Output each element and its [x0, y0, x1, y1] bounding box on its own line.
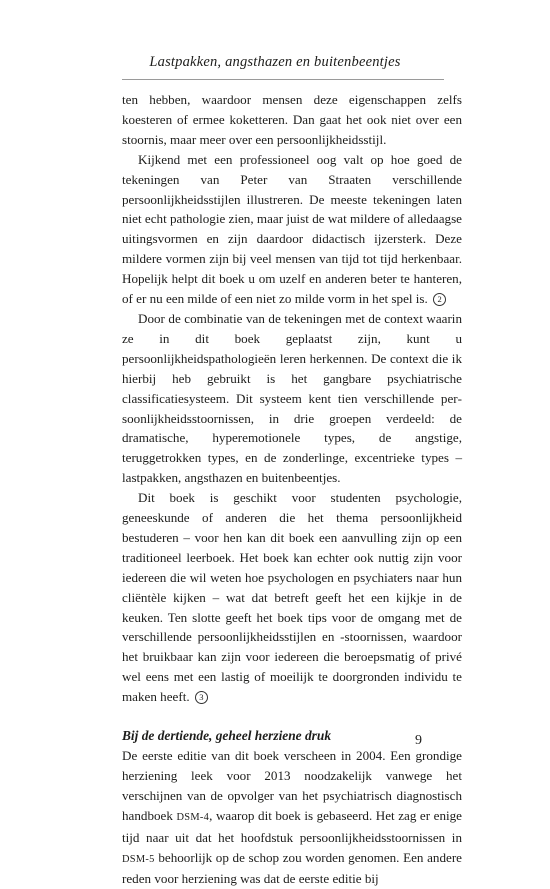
paragraph-2: Kijkend met een professioneel oog valt op hoe goed de tekeningen van Peter van Straaten verschillende persoonlijkheidsstijlen illustreren. De meeste tekeningen laten niet echt pathologie zien, maar juist de wat mildere of alledaagse uitingsvormen en zijn daardoor didactisch ijzersterk. Deze mildere vormen zijn bij veel mensen van tijd tot tijd herkenbaar. Hopelijk helpt dit boek u om uzelf en anderen beter te hanteren, of er nu een milde of een niet zo milde vorm in het spel is. 2 [122, 151, 462, 307]
paragraph-3: Door de combinatie van de tekeningen met de context waarin ze in dit boek geplaatst zijn, kunt u persoonlijkheidspathologieën leren herkennen. De context die ik hierbij heb gebruikt is het gangbare psychiatrische classificatiesysteem. Dit systeem kent tien verschillende persoonlijkheidsstoornissen, in drie groepen verdeeld: de dramatische, hyperemotionele types, de angstige, teruggetrokken types, en de zonderlinge, excentrieke types – lastpakken, angsthazen en buitenbeentjes. [122, 310, 462, 486]
page-number: 9 [415, 733, 422, 748]
margin-marker-2: 2 [433, 293, 446, 306]
abbreviation-dsm5: DSM-5 [122, 853, 155, 865]
paragraph-4: Dit boek is geschikt voor studenten psychologie, geneeskunde of anderen die het thema persoonlijkheid bestuderen – voor hen kan dit boek een aanvulling zijn op een traditioneel leerboek. Het boek kan echter ook nuttig zijn voor iedereen die wil weten hoe psychologen en psychiaters naar hun cliëntèle kijken – wat dat betreft geeft het een kijkje in de keuken. Ten slotte geeft het boek tips voor de omgang met de verschillende persoonlijkheidsstijlen en -stoornissen, waardoor het bruikbaar kan zijn voor iedereen die beroepsmatig of privé wel eens met een lastig of moeilijk te doorgronden individu te maken heeft. 3 [122, 490, 462, 705]
body-text [122, 90, 462, 889]
paragraph-1: ten hebben, waardoor mensen deze eigenschappen zelfs koesteren of ermee koketteren. Dan gaat het ook niet over een stoornis, maar meer over een persoonlijkheidsstijl. [122, 92, 462, 147]
abbreviation-dsm4: DSM-4 [176, 811, 210, 823]
running-head: Lastpakken, angsthazen en buitenbeentjes [149, 54, 401, 70]
header-rule [122, 79, 444, 80]
section-heading: Bij de dertiende, geheel herziene druk [122, 728, 332, 744]
margin-marker-3: 3 [195, 691, 208, 704]
paragraph-5: De eerste editie van dit boek verscheen in 2004. Een grondige herziening leek voor 2013 noodzakelijk vanwege het verschijnen van de opvolger van het psychiatrisch diagnostisch handboek DSM-4, waarop dit boek is gebaseerd. Het zag er enige tijd naar uit dat het hoofdstuk persoonlijkheidsstoornissen in DSM-5 behoorlijk op de schop zou worden genomen. Een andere reden voor herziening was dat de eerste editie bij [122, 748, 462, 887]
